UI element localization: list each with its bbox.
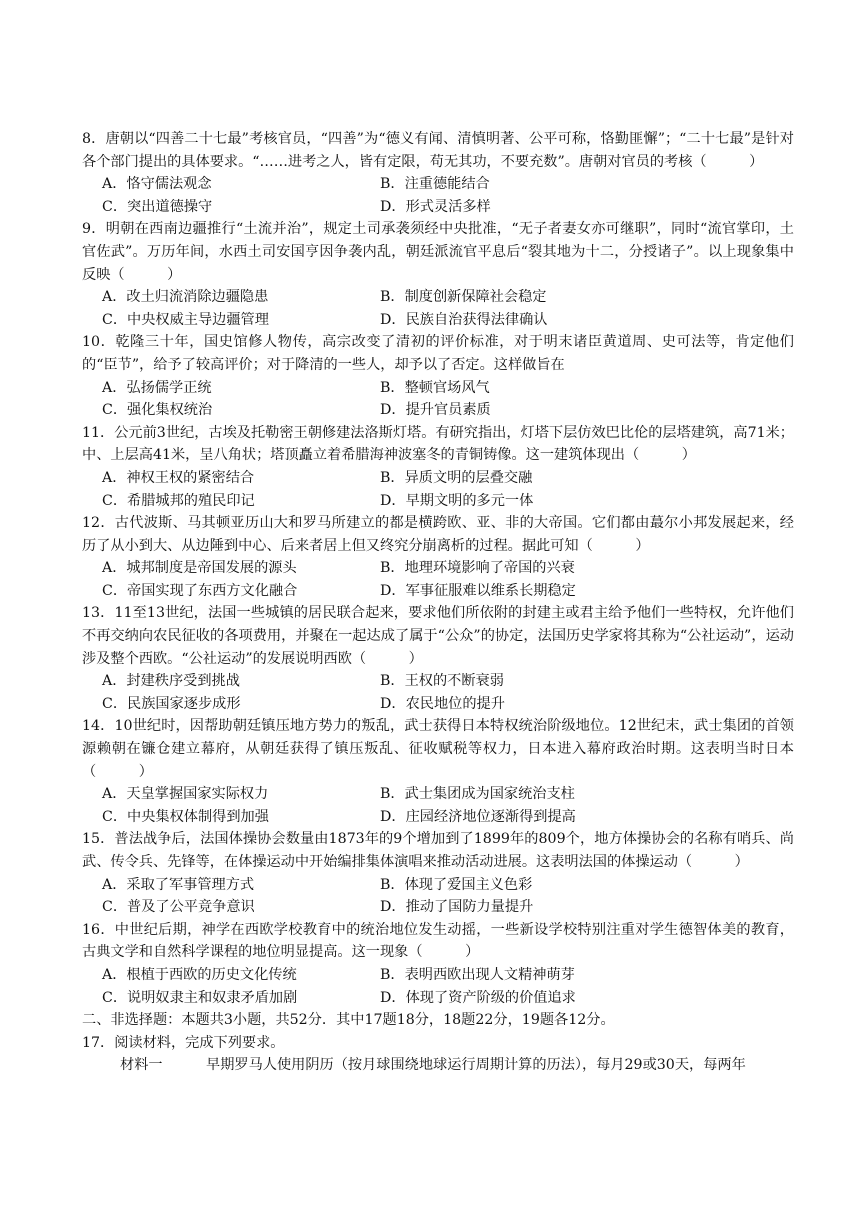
material-text: 早期罗马人使用阴历（按月球围绕地球运行周期计算的历法），每月29或30天，每两年 [206, 1057, 746, 1074]
option-a: A．采取了军事管理方式 [102, 876, 255, 893]
question-15 [82, 828, 794, 918]
options-grid [102, 286, 794, 331]
question-13 [82, 602, 794, 715]
question-stem: 10．乾隆三十年，国史馆修人物传，高宗改变了清初的评价标准，对于明末诸臣黄道周、史可法等，肯定他们的“臣节”，给予了较高评价；对于降清的一些人，却予以了否定。这样做旨在 [82, 334, 794, 373]
section-heading: 二、非选择题：本题共3小题，共52分．其中17题18分，18题22分，19题各12分。 [82, 1012, 615, 1029]
option-a: A．弘扬儒学正统 [102, 379, 212, 396]
option-b: B．整顿官场风气 [380, 379, 490, 396]
options-grid [102, 467, 794, 512]
option-b: B．注重德能结合 [380, 176, 490, 193]
option-d: D．推动了国防力量提升 [380, 899, 534, 916]
question-14 [82, 715, 794, 828]
option-c: C．强化集权统治 [102, 402, 213, 419]
option-c: C．突出道德操守 [102, 198, 213, 215]
option-b: B．武士集团成为国家统治支柱 [380, 786, 575, 803]
option-c: C．中央权威主导边疆管理 [102, 311, 269, 328]
option-b: B．表明西欧出现人文精神萌芽 [380, 966, 575, 983]
material-one [82, 1054, 794, 1077]
option-c: C．普及了公平竞争意识 [102, 899, 255, 916]
option-b: B．地理环境影响了帝国的兴衰 [380, 560, 575, 577]
options-grid [102, 964, 794, 1009]
option-a: A．改土归流消除边疆隐患 [102, 289, 269, 306]
question-stem: 15．普法战争后，法国体操协会数量由1873年的9个增加到了1899年的809个，地方体操协会的名称有哨兵、尚武、传令兵、先锋等，在体操运动中开始编排集体演唱来推动活动进展。这表明法国的体操运动（ ） [82, 831, 794, 870]
option-d: D．军事征服难以维系长期稳定 [380, 582, 576, 599]
option-d: D．提升官员素质 [380, 402, 491, 419]
question-stem: 16．中世纪后期，神学在西欧学校教育中的统治地位发生动摇，一些新设学校特别注重对学生德智体美的教育，古典文学和自然科学课程的地位明显提高。这一现象（ ） [82, 921, 794, 961]
exam-content [82, 128, 794, 1077]
option-b: B．王权的不断衰弱 [380, 673, 504, 690]
option-a: A．天皇掌握国家实际权力 [102, 786, 269, 803]
question-12 [82, 512, 794, 602]
question-stem: 13．11至13世纪，法国一些城镇的居民联合起来，要求他们所依附的封建主或君主给予他们一些特权，允许他们不再交纳向农民征收的各项费用，并聚在一起达成了属于“公众”的协定，法国历史学家将其称为“公社运动”，运动涉及整个西欧。“公社运动”的发展说明西欧（ ） [82, 605, 794, 667]
option-c: C．帝国实现了东西方文化融合 [102, 582, 298, 599]
option-c: C．说明奴隶主和奴隶矛盾加剧 [102, 989, 298, 1006]
options-grid [102, 173, 794, 218]
option-b: B．制度创新保障社会稳定 [380, 289, 547, 306]
option-a: A．封建秩序受到挑战 [102, 673, 240, 690]
option-d: D．形式灵活多样 [380, 198, 491, 215]
option-c: C．希腊城邦的殖民印记 [102, 492, 255, 509]
question-stem: 8．唐朝以“四善二十七最”考核官员，“四善”为“德义有闻、清慎明著、公平可称，恪勤匪懈”；“二十七最”是针对各个部门提出的具体要求。“……进考之人，皆有定限，苟无其功，不要充数”。唐朝对官员的考核（ ） [82, 131, 794, 170]
question-stem: 9．明朝在西南边疆推行“土流并治”，规定土司承袭须经中央批准，“无子者妻女亦可继职”，同时“流官掌印，土官佐武”。万历年间，水西土司安国亨因争袭内乱，朝廷派流官平息后“裂其地为十二，分授诸子”。以上现象集中反映（ ） [82, 221, 794, 283]
option-a: A．根植于西欧的历史文化传统 [102, 966, 297, 983]
material-tag: 材料一 [120, 1057, 163, 1074]
option-d: D．民族自治获得法律确认 [380, 311, 548, 328]
question-9 [82, 218, 794, 331]
option-c: C．中央集权体制得到加强 [102, 808, 269, 825]
option-d: D．庄园经济地位逐渐得到提高 [380, 808, 576, 825]
question-17-prompt: 17．阅读材料，完成下列要求。 [82, 1034, 285, 1051]
question-11 [82, 422, 794, 512]
question-10 [82, 331, 794, 421]
question-8 [82, 128, 794, 218]
options-grid [102, 783, 794, 828]
question-16 [82, 919, 794, 1009]
option-b: B．异质文明的层叠交融 [380, 469, 533, 486]
options-grid [102, 874, 794, 919]
option-d: D．体现了资产阶级的价值追求 [380, 989, 576, 1006]
option-a: A．恪守儒法观念 [102, 176, 212, 193]
option-a: A．神权王权的紧密结合 [102, 469, 255, 486]
option-a: A．城邦制度是帝国发展的源头 [102, 560, 297, 577]
options-grid [102, 670, 794, 715]
question-stem: 11．公元前3世纪，古埃及托勒密王朝修建法洛斯灯塔。有研究指出，灯塔下层仿效巴比伦的层塔建筑，高71米；中、上层高41米，呈八角状；塔顶矗立着希腊海神波塞冬的青铜铸像。这一建筑体现出（ ） [82, 424, 794, 464]
option-c: C．民族国家逐步成形 [102, 695, 241, 712]
options-grid [102, 377, 794, 422]
option-d: D．早期文明的多元一体 [380, 492, 534, 509]
question-stem: 12．古代波斯、马其顿亚历山大和罗马所建立的都是横跨欧、亚、非的大帝国。它们都由蕞尔小邦发展起来，经历了从小到大、从边陲到中心、后来者居上但又终究分崩离析的过程。据此可知（ ） [82, 515, 794, 554]
options-grid [102, 557, 794, 602]
option-d: D．农民地位的提升 [380, 695, 505, 712]
question-stem: 14．10世纪时，因帮助朝廷镇压地方势力的叛乱，武士获得日本特权统治阶级地位。12世纪末，武士集团的首领源赖朝在镰仓建立幕府，从朝廷获得了镇压叛乱、征收赋税等权力，日本进入幕府政治时期。这表明当时日本（ ） [82, 718, 794, 780]
option-b: B．体现了爱国主义色彩 [380, 876, 533, 893]
